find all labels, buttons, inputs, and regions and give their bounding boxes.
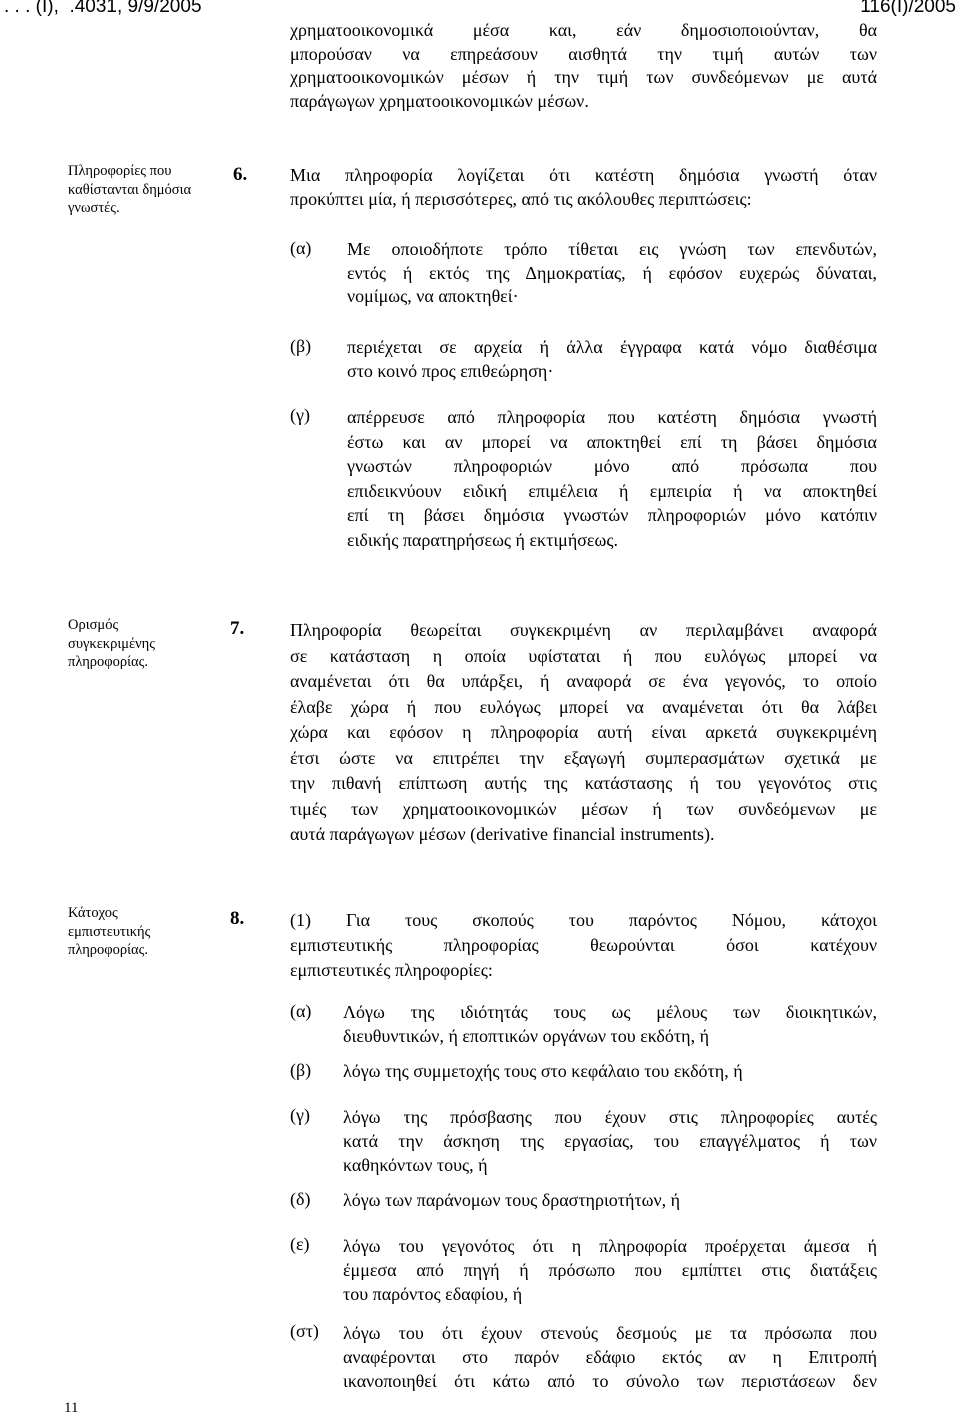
- text-line: Μια πληροφορία λογίζεται ότι κατέστη δημόσια γνωστή όταν: [290, 165, 877, 185]
- text-line: νομίμως, να αποκτηθεί·: [347, 286, 519, 306]
- text-line: Πληροφορία θεωρείται συγκεκριμένη αν περιλαμβάνει αναφορά: [290, 620, 877, 640]
- section-8-item-a: [343, 1001, 877, 1048]
- section-6-item-c: [347, 405, 877, 552]
- text-line: σε κατάσταση η οποία υφίσταται ή που ευλόγως μπορεί να: [290, 645, 877, 666]
- text-line: του παρόντος εδαφίου, ή: [343, 1284, 523, 1304]
- text-line: έτσι ώστε να επιτρέπει την εξαγωγή συμπερασμάτων σχετικά με: [290, 747, 877, 768]
- text-line: έστω και αν μπορεί να αποκτηθεί επί τη βάσει δημόσια: [347, 431, 877, 452]
- text-line: εμπιστευτικής πληροφορίας θεωρούνται όσοι κατέχουν: [290, 935, 877, 955]
- section-number-6: 6.: [233, 164, 248, 185]
- text-line: καθηκόντων τους, ή: [343, 1155, 488, 1175]
- section-8-item-b: [343, 1060, 877, 1084]
- text-line: (1) Για τους σκοπούς του παρόντος Νόμου, κάτοχοι: [290, 910, 877, 930]
- item-label: (β): [290, 1060, 312, 1080]
- text-line: στο κοινό προς επιθεώρηση·: [347, 360, 554, 381]
- header-right: 116(Ι)/2005: [860, 0, 956, 17]
- section-6-intro: [290, 164, 877, 211]
- item-label: (στ): [290, 1321, 319, 1341]
- text-line: λόγω της συμμετοχής τους στο κεφάλαιο του εκδότη, ή: [343, 1061, 743, 1081]
- text-line: λόγω του γεγονότος ότι η πληροφορία προέρχεται άμεσα ή: [343, 1236, 877, 1256]
- text-line: απέρρευσε από πληροφορία που κατέστη δημόσια γνωστή: [347, 407, 877, 427]
- section-6-item-a: [347, 238, 877, 309]
- text-line: ικανοποιηθεί ότι κάτω από το σύνολο των περιστάσεων δεν: [343, 1371, 877, 1391]
- text-line: προκύπτει μία, ή περισσότερες, από τις ακόλουθες περιπτώσεις:: [290, 188, 752, 209]
- item-label: (α): [290, 238, 312, 258]
- section-8-item-e: [343, 1234, 877, 1306]
- section-8-item-d: [343, 1189, 877, 1213]
- item-label: (δ): [290, 1189, 311, 1209]
- item-label: (γ): [290, 1105, 310, 1125]
- text-line: περιέχεται σε αρχεία ή άλλα έγγραφα κατά νόμο διαθέσιμα: [347, 337, 877, 357]
- text-line: έλαβε χώρα ή που ευλόγως μπορεί να αναμένεται ότι θα λάβει: [290, 696, 877, 717]
- section-7-paragraph: [290, 618, 877, 848]
- text-line: λόγω των παράνομων τους δραστηριοτήτων, ή: [343, 1190, 681, 1210]
- section-8-item-st: [343, 1321, 877, 1393]
- text-line: Με οποιοδήποτε τρόπο τίθεται εις γνώση των επενδυτών,: [347, 239, 877, 259]
- section-8-item-c: [343, 1105, 877, 1177]
- text-line: μπορούσαν να επηρεάσουν αισθητά την τιμή αυτών των: [290, 43, 877, 64]
- side-note-section-7: Ορισμός συγκεκριμένης πληροφορίας.: [68, 617, 155, 670]
- header-left: . . . (Ι), .4031, 9/9/2005: [4, 0, 202, 17]
- text-line: γνωστών πληροφοριών μόνο από πρόσωπα που: [347, 456, 877, 476]
- text-line: αυτά παράγωγων μέσων (derivative financial instruments).: [290, 824, 715, 844]
- text-line: επί τη βάσει δημόσια γνωστών πληροφοριών μόνο κατόπιν: [347, 505, 877, 525]
- side-note-section-6: Πληροφορίες που καθίστανται δημόσια γνωστές.: [68, 163, 192, 216]
- text-line: εντός ή εκτός της Δημοκρατίας, ή εφόσον ευχερώς δύναται,: [347, 262, 877, 283]
- text-line: κατά την άσκηση της εργασίας, του επαγγέλματος ή των: [343, 1131, 877, 1151]
- text-line: διευθυντικών, ή εποπτικών οργάνων του εκδότη, ή: [343, 1025, 709, 1046]
- continuation-paragraph: [290, 19, 877, 113]
- text-line: αναφέρονται στο παρόν εδάφιο εκτός αν η Επιτροπή: [343, 1347, 877, 1367]
- item-label: (ε): [290, 1234, 310, 1254]
- text-line: χρηματοοικονομικών μέσων ή την τιμή των συνδεόμενων με αυτά: [290, 67, 877, 87]
- section-6-item-b: [347, 336, 877, 383]
- text-line: παράγωγων χρηματοοικονομικών μέσων.: [290, 90, 589, 111]
- section-8-intro: [290, 908, 877, 983]
- item-label: (β): [290, 336, 312, 356]
- text-line: Λόγω της ιδιότητάς τους ως μέλους των διοικητικών,: [343, 1002, 877, 1022]
- text-line: χρηματοοικονομικά μέσα και, εάν δημοσιοποιούνταν, θα: [290, 20, 877, 40]
- item-label: (γ): [290, 405, 310, 425]
- text-line: λόγω της πρόσβασης που έχουν στις πληροφορίες αυτές: [343, 1107, 877, 1127]
- text-line: ειδικής παρατηρήσεως ή εκτιμήσεως.: [347, 529, 618, 550]
- text-line: τιμές των χρηματοοικονομικών μέσων ή των συνδεόμενων με: [290, 798, 877, 819]
- text-line: εμπιστευτικές πληροφορίες:: [290, 960, 493, 980]
- text-line: χώρα και εφόσον η πληροφορία αυτή είναι αρκετά συγκεκριμένη: [290, 722, 877, 742]
- text-line: την πιθανή επίπτωση αυτής της κατάστασης ή του γεγονότος στις: [290, 773, 877, 793]
- page-number: 11: [64, 1400, 79, 1416]
- section-number-8: 8.: [230, 908, 245, 929]
- text-line: έμμεσα από πηγή ή πρόσωπο που εμπίπτει στις διατάξεις: [343, 1260, 877, 1280]
- text-line: αναμένεται ότι θα υπάρξει, ή αναφορά σε ένα γεγονός, το οποίο: [290, 671, 877, 691]
- text-line: λόγω του ότι έχουν στενούς δεσμούς με τα πρόσωπα που: [343, 1323, 877, 1343]
- text-line: επιδεικνύουν ειδική επιμέλεια ή εμπειρία ή να αποκτηθεί: [347, 480, 877, 501]
- item-label: (α): [290, 1001, 312, 1021]
- section-number-7: 7.: [230, 618, 245, 639]
- side-note-section-8: Κάτοχος εμπιστευτικής πληροφορίας.: [68, 905, 151, 958]
